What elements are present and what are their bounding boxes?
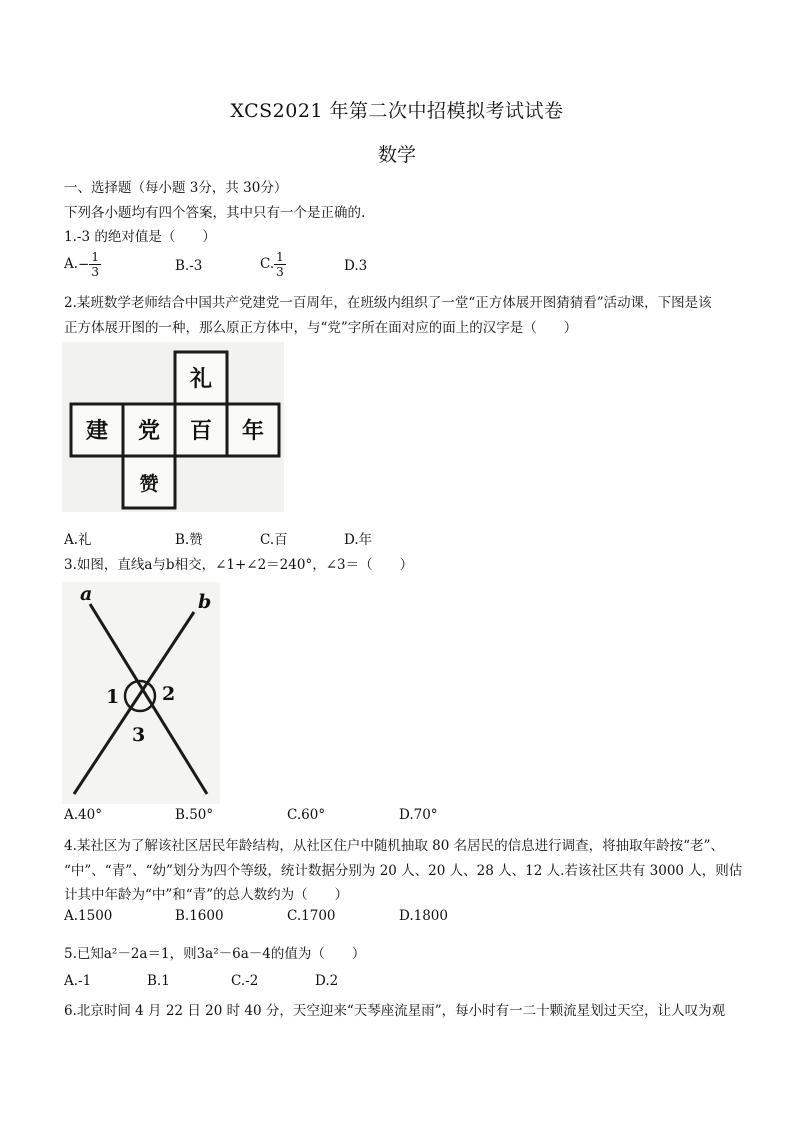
section-heading: 一、选择题（每小题 3分，共 30分） <box>64 180 288 196</box>
option-label: A. <box>64 256 79 272</box>
question-3-option-a: A.40° <box>64 807 102 823</box>
section-instruction: 下列各小题均有四个答案，其中只有一个是正确的. <box>64 205 366 221</box>
question-3-option-d: D.70° <box>399 807 438 823</box>
question-5-option-b: B.1 <box>147 973 170 989</box>
question-5-option-a: A.-1 <box>64 973 92 989</box>
option-label: C. <box>260 256 275 272</box>
question-3-text: 3.如图，直线a与b相交，∠1+∠2＝240°，∠3＝（ ） <box>64 557 414 573</box>
exam-subject: 数学 <box>377 144 416 166</box>
net-label-nian: 年 <box>241 418 265 444</box>
question-1-option-a <box>64 250 101 279</box>
question-4-line-1: 4.某社区为了解该社区居民年龄结构，从社区住户中随机抽取 80 名居民的信息进行调查，将抽取年龄按“老”、 <box>64 838 724 854</box>
question-4-option-c: C.1700 <box>287 908 336 924</box>
question-5-option-c: C.-2 <box>231 973 259 989</box>
cube-net-figure <box>62 342 284 512</box>
net-label-jian: 建 <box>85 418 109 444</box>
question-4-option-b: B.1600 <box>175 908 224 924</box>
question-1-option-c <box>260 250 286 279</box>
question-4-line-2: “中”、“青”、“幼”划分为四个等级，统计数据分别为 20 人、20 人、28 人、12 人.若该社区共有 3000 人，则估 <box>64 863 743 879</box>
question-1-option-b: B.-3 <box>175 258 203 274</box>
question-4-option-a: A.1500 <box>64 908 113 924</box>
label-b: b <box>198 591 212 613</box>
exam-title: XCS2021 年第二次中招模拟考试试卷 <box>230 100 564 122</box>
question-3-option-c: C.60° <box>287 807 326 823</box>
question-3-option-b: B.50° <box>175 807 214 823</box>
denominator: 3 <box>91 265 99 279</box>
question-2-options <box>64 528 744 548</box>
question-1-text: 1.-3 的绝对值是（ ） <box>64 229 216 245</box>
question-2-option-a: A.礼 <box>64 532 92 548</box>
question-2-option-d: D.年 <box>344 532 373 548</box>
question-1-option-d: D.3 <box>344 258 368 274</box>
question-5-option-d: D.2 <box>315 973 339 989</box>
question-2-line-2: 正方体展开图的一种，那么原正方体中，与“党”字所在面对应的面上的汉字是（ ） <box>64 320 578 336</box>
question-4-option-d: D.1800 <box>399 908 448 924</box>
question-1-options <box>64 250 744 284</box>
numerator: 1 <box>276 250 284 264</box>
net-label-li: 礼 <box>189 366 213 392</box>
question-5-text: 5.已知a²－2a＝1，则3a²－6a－4的值为（ ） <box>64 946 366 962</box>
numerator: 1 <box>91 250 99 264</box>
net-label-zan: 赞 <box>139 473 159 495</box>
question-4-options <box>64 908 744 928</box>
net-label-bai: 百 <box>189 418 213 444</box>
question-4-line-3: 计其中年龄为“中”和“青”的总人数约为（ ） <box>64 887 349 903</box>
question-2-option-c: C.百 <box>260 532 288 548</box>
denominator: 3 <box>276 265 284 279</box>
angle-label-2: 2 <box>162 683 176 705</box>
minus-sign: − <box>78 256 90 273</box>
label-a: a <box>80 583 93 605</box>
angle-label-3: 3 <box>132 724 146 746</box>
angle-label-1: 1 <box>106 686 120 708</box>
question-3-options <box>64 807 744 827</box>
fraction <box>89 250 101 279</box>
question-2-option-b: B.赞 <box>175 532 203 548</box>
intersecting-lines-figure <box>62 582 220 804</box>
question-5-options <box>64 973 744 993</box>
fraction <box>274 250 286 279</box>
question-6-line-1: 6.北京时间 4 月 22 日 20 时 40 分，天空迎来“天琴座流星雨”，每小时有一二十颗流星划过天空，让人叹为观 <box>64 1003 726 1019</box>
net-label-dang: 党 <box>137 418 161 444</box>
question-2-line-1: 2.某班数学老师结合中国共产党建党一百周年，在班级内组织了一堂“正方体展开图猜猜看”活动课，下图是该 <box>64 295 712 311</box>
